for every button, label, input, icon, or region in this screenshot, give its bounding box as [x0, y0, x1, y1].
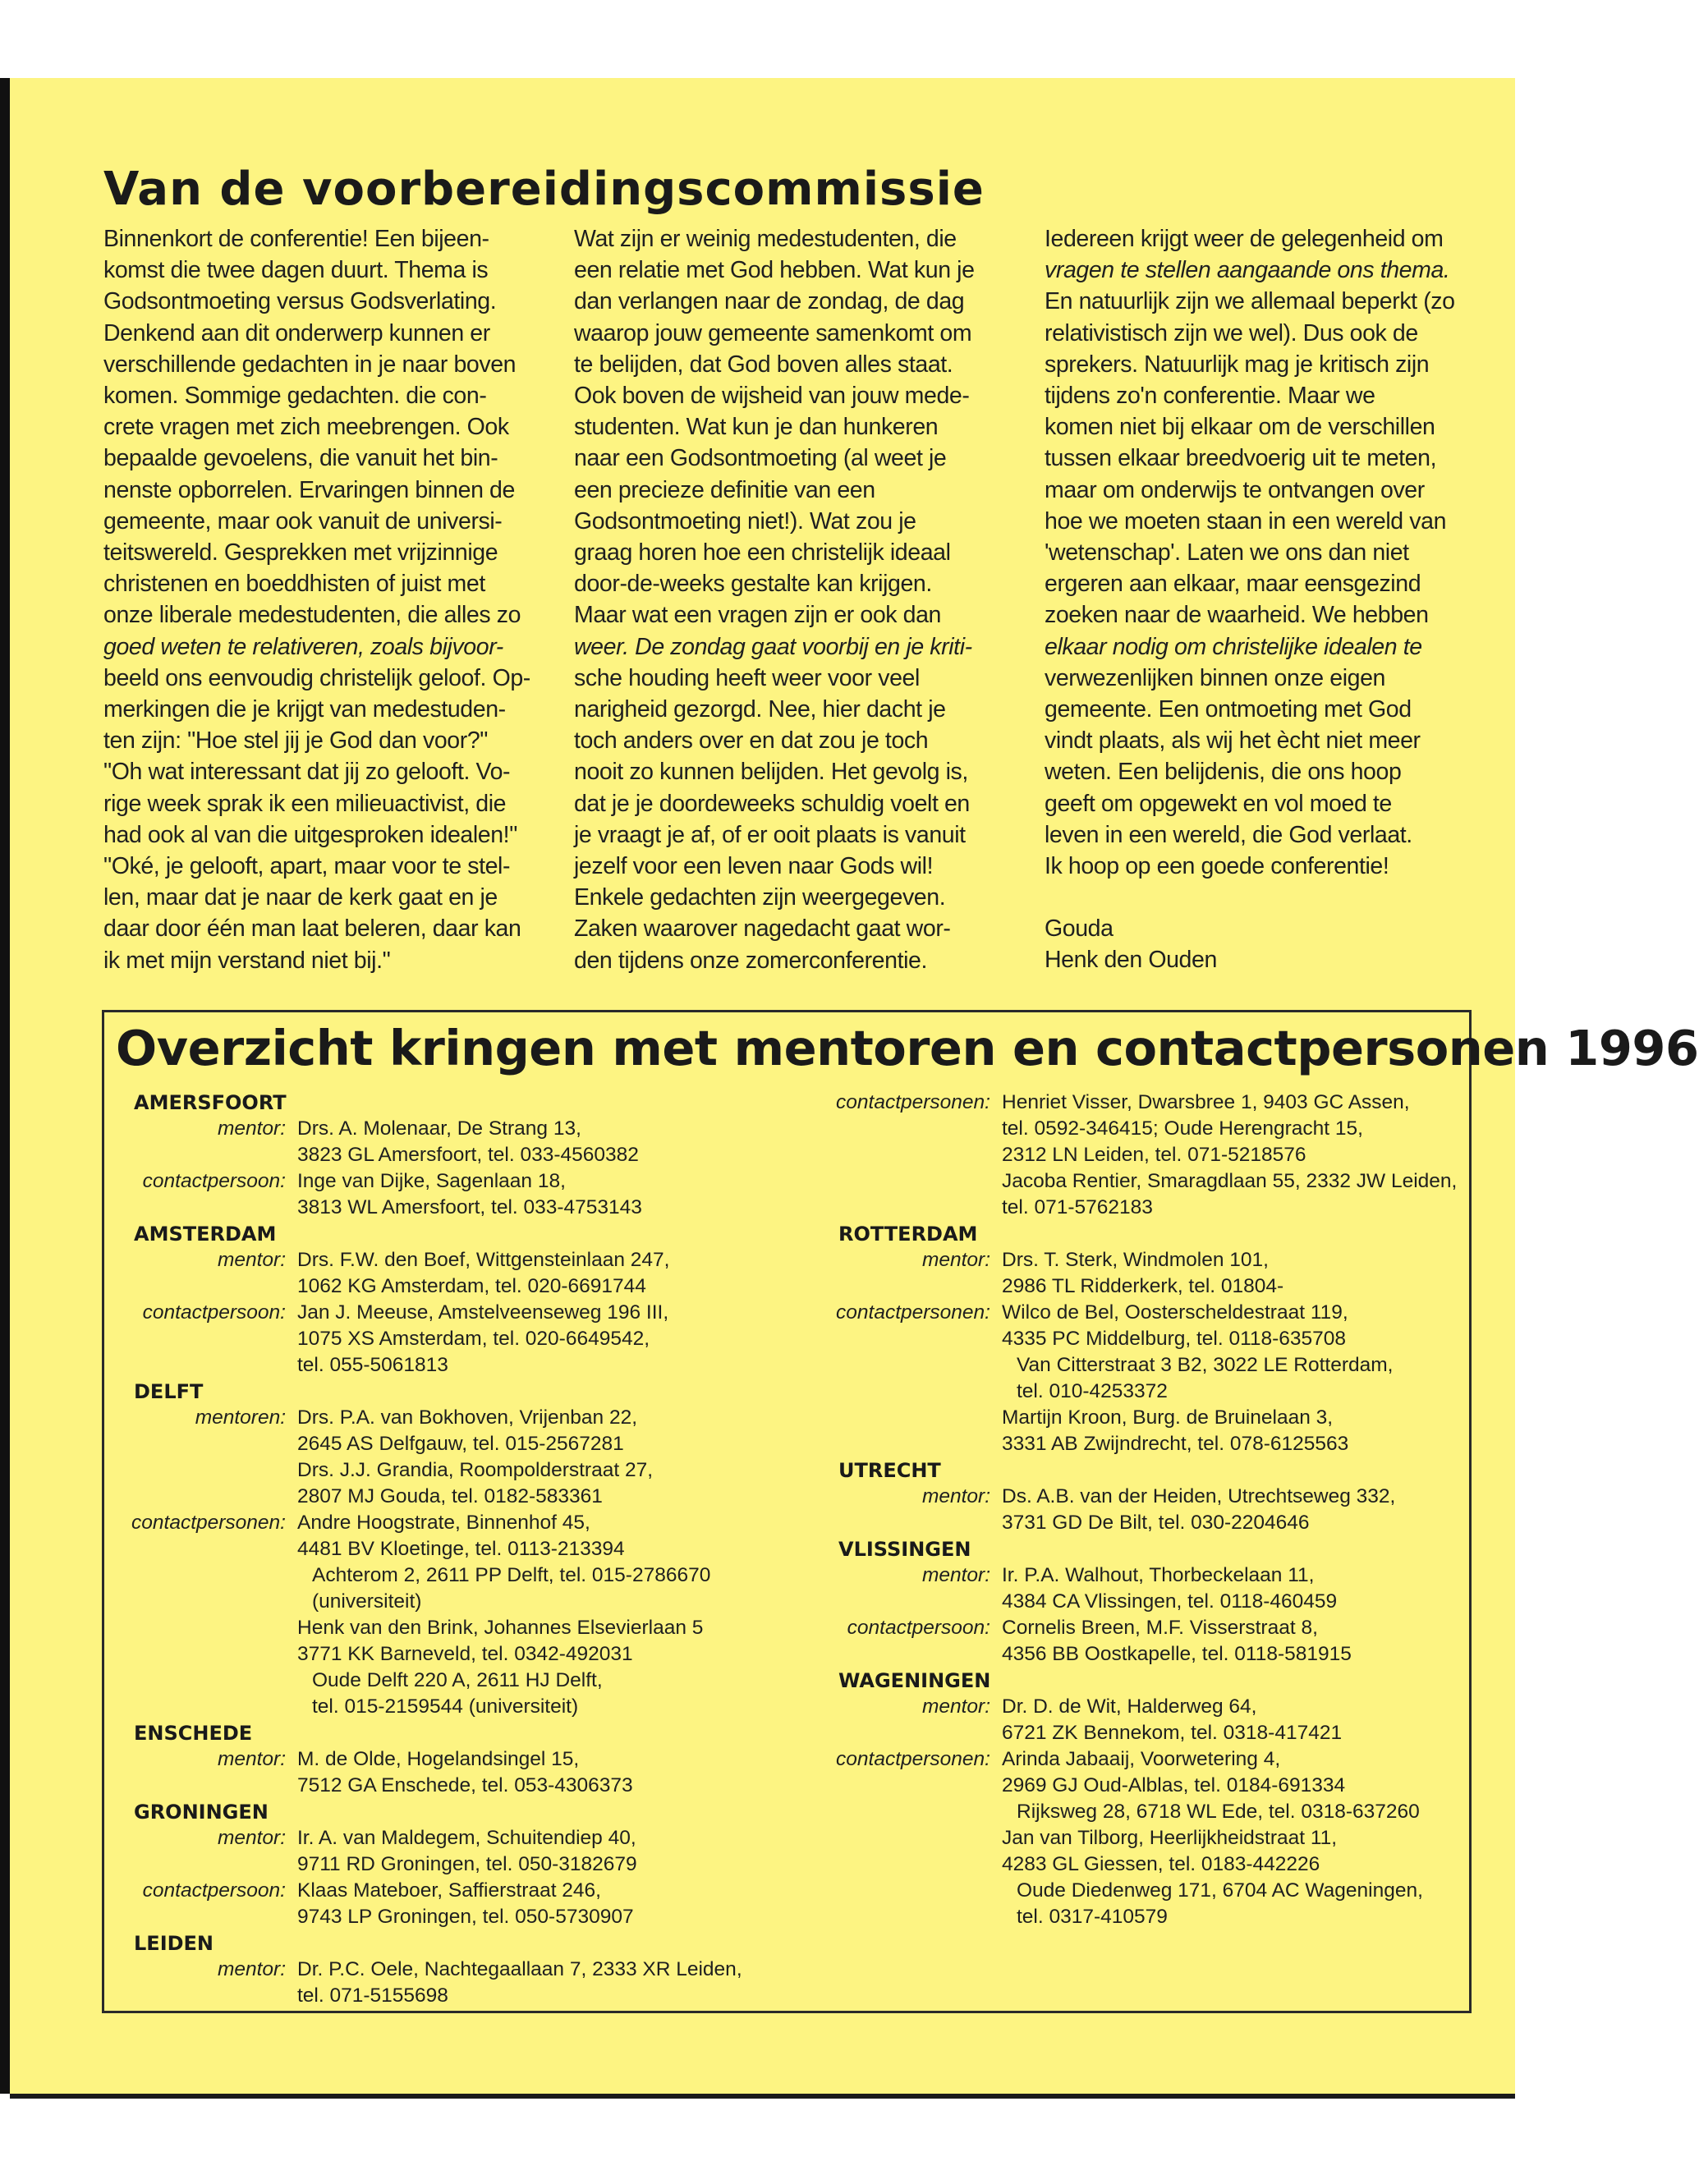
address-line: Jan J. Meeuse, Amstelveenseweg 196 III, — [297, 1301, 669, 1324]
article-line: je vraagt je af, of er ooit plaats is vanuit — [574, 821, 966, 848]
address-line: Drs. F.W. den Boef, Wittgensteinlaan 247, — [297, 1249, 670, 1271]
address-line: Dr. D. de Wit, Halderweg 64, — [1002, 1695, 1257, 1718]
article-title: Van de voorbereidingscommissie — [103, 163, 985, 216]
address-lines — [1002, 1746, 1470, 1930]
article-line: dat je je doordeweeks schuldig voelt en — [574, 790, 970, 817]
article-line: ten zijn: "Hoe stel jij je God dan voor?" — [103, 727, 489, 755]
article-line: crete vragen met zich meebrengen. Ook — [103, 414, 509, 441]
article-line: weten. Een belijdenis, die ons hoop — [1045, 759, 1402, 786]
article-line: verschillende gedachten in je naar boven — [103, 351, 517, 378]
address-line: 2645 AS Delfgauw, tel. 015-2567281 — [297, 1433, 624, 1455]
address-lines — [1002, 1090, 1470, 1221]
address-line: tel. 055-5061813 — [297, 1354, 448, 1376]
role-label: mentor: — [217, 1748, 286, 1770]
article-line: Ik hoop op een goede conferentie! — [1045, 853, 1389, 880]
address-line: Drs. A. Molenaar, De Strang 13, — [297, 1117, 581, 1140]
article-line: relativistisch zijn we wel). Dus ook de — [1045, 319, 1418, 346]
article-line: gemeente, maar ook vanuit de universi- — [103, 507, 503, 535]
article-line: toch anders over en dat zou je toch — [574, 727, 929, 755]
address-line: Jacoba Rentier, Smaragdlaan 55, 2332 JW Leiden, — [1002, 1170, 1458, 1192]
role-label: mentor: — [921, 1695, 990, 1718]
article-line: zoeken naar de waarheid. We hebben — [1045, 602, 1429, 629]
article-line: Godsontmoeting versus Godsverlating. — [103, 288, 497, 315]
address-line: tel. 071-5762183 — [1002, 1196, 1153, 1218]
article-line: waarop jouw gemeente samenkomt om — [574, 319, 972, 346]
article-line: Binnenkort de conferentie! Een bijeen- — [103, 226, 489, 252]
article-line: jezelf voor een leven naar Gods wil! — [574, 853, 934, 880]
directory-title: Overzicht kringen met mentoren en contactpersonen 1996 — [116, 1020, 1699, 1076]
role-label: contactpersoon: — [142, 1170, 286, 1192]
directory-entry — [113, 1957, 827, 2009]
address-line: Arinda Jabaaij, Voorwetering 4, — [1002, 1748, 1281, 1770]
article-line: te belijden, dat God boven alles staat. — [574, 351, 953, 378]
address-line: tel. 071-5155698 — [297, 1984, 448, 2007]
directory-box — [102, 1010, 1699, 2013]
article-line: nenste opborrelen. Ervaringen binnen de — [103, 476, 515, 503]
address-line: 3731 GD De Bilt, tel. 030-2204646 — [1002, 1512, 1310, 1534]
address-line: Drs. P.A. van Bokhoven, Vrijenban 22, — [297, 1406, 638, 1429]
directory-entry — [817, 1484, 1470, 1536]
article-line: len, maar dat je naar de kerk gaat en je — [103, 884, 498, 911]
address-line: 3331 AB Zwijndrecht, tel. 078-6125563 — [1002, 1433, 1349, 1455]
article-line: naar een Godsontmoeting (al weet je — [574, 445, 947, 472]
article-line: een precieze definitie van een — [574, 476, 875, 503]
article-line: christenen en boeddhisten of juist met — [103, 571, 485, 598]
signature-author: Henk den Ouden — [1045, 947, 1217, 974]
address-line: Henriet Visser, Dwarsbree 1, 9403 GC Assen, — [1002, 1091, 1410, 1113]
address-lines — [1002, 1615, 1470, 1668]
article-line: Denkend aan dit onderwerp kunnen er — [103, 319, 490, 346]
city-heading: LEIDEN — [134, 1932, 214, 1955]
address-line: 1062 KG Amsterdam, tel. 020-6691744 — [297, 1275, 646, 1297]
directory-entry — [817, 1615, 1470, 1668]
address-line: M. de Olde, Hogelandsingel 15, — [297, 1748, 580, 1770]
article-line: tussen elkaar breedvoerig uit te meten, — [1045, 445, 1437, 472]
address-lines — [1002, 1562, 1470, 1615]
article-line: studenten. Wat kun je dan hunkeren — [574, 414, 939, 441]
address-line: Martijn Kroon, Burg. de Bruinelaan 3, — [1002, 1406, 1334, 1429]
article-line: merkingen die je krijgt van medestuden- — [103, 696, 506, 723]
address-line: 3813 WL Amersfoort, tel. 033-4753143 — [297, 1196, 642, 1218]
role-label: contactpersonen: — [836, 1091, 990, 1113]
article-line: komen niet bij elkaar om de verschillen — [1045, 414, 1435, 441]
address-lines — [1002, 1300, 1470, 1457]
article-line: komst die twee dagen duurt. Thema is — [103, 257, 489, 284]
article-line: ik met mijn verstand niet bij." — [103, 947, 391, 974]
directory-entry — [817, 1694, 1470, 1746]
address-line: 4283 GL Giessen, tel. 0183-442226 — [1002, 1853, 1320, 1875]
city-heading: AMERSFOORT — [134, 1091, 287, 1114]
address-line: Cornelis Breen, M.F. Visserstraat 8, — [1002, 1617, 1318, 1639]
address-line: 4481 BV Kloetinge, tel. 0113-213394 — [297, 1538, 625, 1560]
directory-entry — [817, 1562, 1470, 1615]
article-line: den tijdens onze zomerconferentie. — [574, 947, 928, 974]
address-line: 3823 GL Amersfoort, tel. 033-4560382 — [297, 1144, 639, 1166]
signature — [1045, 913, 1504, 975]
city-heading: WAGENINGEN — [838, 1669, 991, 1692]
address-line: 4335 PC Middelburg, tel. 0118-635708 — [1002, 1328, 1347, 1350]
address-line: Andre Hoogstrate, Binnenhof 45, — [297, 1512, 590, 1534]
address-line: tel. 0317-410579 — [1017, 1906, 1168, 1928]
article-column-1 — [103, 223, 563, 976]
article-line: ergeren aan elkaar, maar eensgezind — [1045, 571, 1421, 598]
address-line: Achterom 2, 2611 PP Delft, tel. 015-2786670 — [312, 1564, 711, 1586]
article-line: Wat zijn er weinig medestudenten, die — [574, 226, 957, 252]
city-heading: ROTTERDAM — [838, 1223, 978, 1246]
address-line: tel. 0592-346415; Oude Herengracht 15, — [1002, 1117, 1363, 1140]
address-line: 7512 GA Enschede, tel. 053-4306373 — [297, 1774, 633, 1796]
article-line: had ook al van die uitgesproken idealen!" — [103, 821, 517, 848]
address-line: Jan van Tilborg, Heerlijkheidstraat 11, — [1002, 1827, 1338, 1849]
address-line: 4384 CA Vlissingen, tel. 0118-460459 — [1002, 1590, 1338, 1613]
article-line: En natuurlijk zijn we allemaal beperkt (zo — [1045, 288, 1455, 315]
address-line: tel. 010-4253372 — [1017, 1380, 1168, 1402]
city-heading: ENSCHEDE — [134, 1722, 253, 1745]
address-line: Drs. J.J. Grandia, Roompolderstraat 27, — [297, 1459, 654, 1481]
address-line: 2807 MJ Gouda, tel. 0182-583361 — [297, 1485, 603, 1507]
role-label: mentor: — [921, 1564, 990, 1586]
article-line: beeld ons eenvoudig christelijk geloof. Op- — [103, 664, 530, 691]
address-line: Henk van den Brink, Johannes Elsevierlaan 5 — [297, 1617, 704, 1639]
article-line: Godsontmoeting niet!). Wat zou je — [574, 507, 916, 535]
article-line: daar door één man laat beleren, daar kan — [103, 915, 521, 943]
city-heading: AMSTERDAM — [134, 1223, 277, 1246]
bottom-border — [10, 2094, 1515, 2099]
address-line: Ds. A.B. van der Heiden, Utrechtseweg 332, — [1002, 1485, 1396, 1507]
article-line: vindt plaats, als wij het ècht niet meer — [1045, 727, 1421, 755]
role-label: mentor: — [217, 1958, 286, 1980]
address-line: Inge van Dijke, Sagenlaan 18, — [297, 1170, 566, 1192]
directory-entry — [817, 1300, 1470, 1457]
address-line: Wilco de Bel, Oosterscheldestraat 119, — [1002, 1301, 1348, 1324]
address-line: Dr. P.C. Oele, Nachtegaallaan 7, 2333 XR Leiden, — [297, 1958, 742, 1980]
article-line: teitswereld. Gesprekken met vrijzinnige — [103, 539, 498, 567]
directory-entry — [817, 1247, 1470, 1300]
article-line: Ook boven de wijsheid van jouw mede- — [574, 383, 970, 410]
role-label: mentor: — [921, 1485, 990, 1507]
role-label: mentor: — [217, 1249, 286, 1271]
directory-right-column — [817, 1090, 1470, 1930]
article-line: "Oké, je gelooft, apart, maar voor te stel- — [103, 853, 511, 880]
directory-entry — [817, 1746, 1470, 1930]
role-label: contactpersoon: — [142, 1301, 286, 1324]
city-heading: UTRECHT — [838, 1459, 941, 1482]
article-line: komen. Sommige gedachten. die con- — [103, 383, 487, 410]
address-line: Oude Diedenweg 171, 6704 AC Wageningen, — [1017, 1879, 1423, 1902]
role-label: contactpersonen: — [836, 1301, 990, 1324]
address-lines — [1002, 1484, 1470, 1536]
role-label: contactpersonen: — [836, 1748, 990, 1770]
article-line: onze liberale medestudenten, die alles zo — [103, 602, 521, 629]
address-line: 2969 GJ Oud-Alblas, tel. 0184-691334 — [1002, 1774, 1346, 1796]
city-heading: GRONINGEN — [134, 1801, 269, 1824]
article-line: rige week sprak ik een milieuactivist, die — [103, 790, 507, 817]
article-line: graag horen hoe een christelijk ideaal — [574, 539, 951, 567]
address-line: 2986 TL Ridderkerk, tel. 01804- — [1002, 1275, 1284, 1297]
article-column-3 — [1045, 223, 1504, 976]
address-lines — [297, 1957, 827, 2009]
article-line: gemeente. Een ontmoeting met God — [1045, 696, 1412, 723]
article-line: verwezenlijken binnen onze eigen — [1045, 664, 1385, 691]
signature-place: Gouda — [1045, 915, 1114, 943]
address-line: Van Citterstraat 3 B2, 3022 LE Rotterdam, — [1017, 1354, 1394, 1376]
address-line: Ir. P.A. Walhout, Thorbeckelaan 11, — [1002, 1564, 1315, 1586]
article-line: elkaar nodig om christelijke idealen te — [1045, 633, 1422, 660]
address-line: 3771 KK Barneveld, tel. 0342-492031 — [297, 1643, 633, 1665]
city-heading: DELFT — [134, 1380, 204, 1403]
address-line: tel. 015-2159544 (universiteit) — [312, 1695, 579, 1718]
article-line: maar om onderwijs te ontvangen over — [1045, 476, 1425, 503]
role-label: mentor: — [217, 1117, 286, 1140]
article-line: narigheid gezorgd. Nee, hier dacht je — [574, 696, 946, 723]
article-line: 'wetenschap'. Laten we ons dan niet — [1045, 539, 1409, 567]
article-line: tijdens zo'n conferentie. Maar we — [1045, 383, 1375, 410]
article-line: Iedereen krijgt weer de gelegenheid om — [1045, 226, 1444, 252]
role-label: contactpersoon: — [142, 1879, 286, 1902]
address-line: 9743 LP Groningen, tel. 050-5730907 — [297, 1906, 634, 1928]
role-label: mentor: — [217, 1827, 286, 1849]
address-line: Ir. A. van Maldegem, Schuitendiep 40, — [297, 1827, 636, 1849]
page-spine-edge — [0, 78, 10, 2094]
address-line: Klaas Mateboer, Saffierstraat 246, — [297, 1879, 601, 1902]
article-line: nooit zo kunnen belijden. Het gevolg is, — [574, 759, 968, 786]
article-line: hoe we moeten staan in een wereld van — [1045, 507, 1447, 535]
article-line: Zaken waarover nagedacht gaat wor- — [574, 915, 951, 943]
article-line: leven in een wereld, die God verlaat. — [1045, 821, 1412, 848]
article-line: sprekers. Natuurlijk mag je kritisch zijn — [1045, 351, 1430, 378]
article-line: een relatie met God hebben. Wat kun je — [574, 257, 975, 284]
article-line: sche houding heeft weer voor veel — [574, 664, 920, 691]
article-line: dan verlangen naar de zondag, de dag — [574, 288, 965, 315]
article-line: geeft om opgewekt en vol moed te — [1045, 790, 1392, 817]
address-line: Rijksweg 28, 6718 WL Ede, tel. 0318-637260 — [1017, 1801, 1420, 1823]
article-line: weer. De zondag gaat voorbij en je kriti- — [574, 633, 972, 660]
article-line: Enkele gedachten zijn weergegeven. — [574, 884, 946, 911]
article-line: goed weten te relativeren, zoals bijvoor- — [103, 633, 503, 660]
article-line: bepaalde gevoelens, die vanuit het bin- — [103, 445, 498, 472]
directory-entry — [817, 1090, 1470, 1221]
article-line: "Oh wat interessant dat jij zo gelooft. Vo- — [103, 759, 511, 786]
role-label: mentor: — [921, 1249, 990, 1271]
address-lines — [1002, 1694, 1470, 1746]
address-line: 4356 BB Oostkapelle, tel. 0118-581915 — [1002, 1643, 1352, 1665]
address-line: (universiteit) — [312, 1590, 422, 1613]
address-line: 1075 XS Amsterdam, tel. 020-6649542, — [297, 1328, 650, 1350]
article-column-3-body — [1045, 223, 1504, 882]
address-line: Drs. T. Sterk, Windmolen 101, — [1002, 1249, 1269, 1271]
article-line: Maar wat een vragen zijn er ook dan — [574, 602, 942, 629]
article-column-2 — [574, 223, 1034, 976]
role-label: contactpersoon: — [847, 1617, 990, 1639]
address-line: 6721 ZK Bennekom, tel. 0318-417421 — [1002, 1722, 1343, 1744]
address-line: 9711 RD Groningen, tel. 050-3182679 — [297, 1853, 637, 1875]
address-lines — [1002, 1247, 1470, 1300]
article-line: door-de-weeks gestalte kan krijgen. — [574, 571, 932, 598]
role-label: contactpersonen: — [131, 1512, 286, 1534]
address-line: Oude Delft 220 A, 2611 HJ Delft, — [312, 1669, 603, 1691]
city-heading: VLISSINGEN — [838, 1538, 971, 1561]
article-line: vragen te stellen aangaande ons thema. — [1045, 257, 1450, 284]
address-line: 2312 LN Leiden, tel. 071-5218576 — [1002, 1144, 1306, 1166]
role-label: mentoren: — [195, 1406, 286, 1429]
